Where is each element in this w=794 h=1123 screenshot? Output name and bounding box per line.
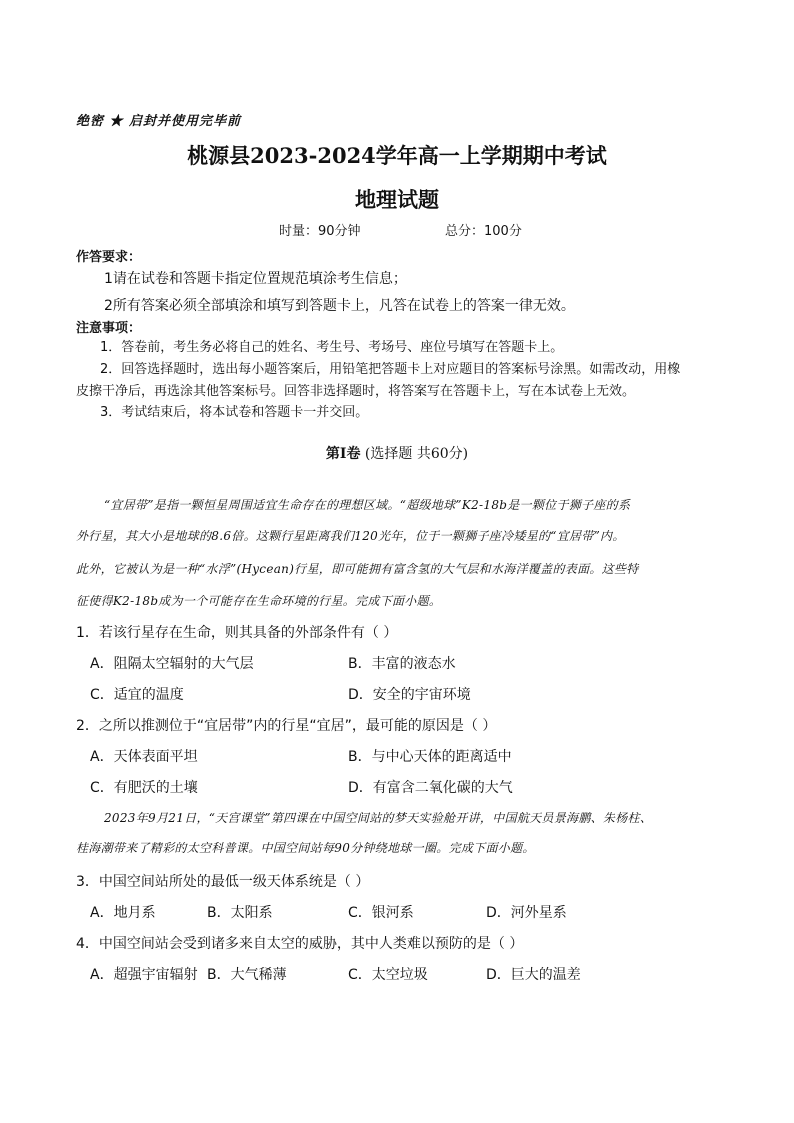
option-c: C．有肥沃的土壤 [90, 780, 198, 796]
passage-line: 此外，它被认为是一种“水浮”(Hycean)行星，即可能拥有富含氢的大气层和水海洋覆盖的表面。这些特 [76, 562, 639, 576]
passage-line: 征使得K2-18b成为一个可能存在生命环境的行星。完成下面小题。 [76, 594, 442, 608]
exam-subject: 地理试题 [355, 187, 439, 212]
note-line: 3．考试结束后，将本试卷和答题卡一并交回。 [100, 405, 369, 420]
option-b: B．大气稀薄 [207, 967, 287, 983]
note-line: 1．答卷前，考生务必将自己的姓名、考生号、考场号、座位号填写在答题卡上。 [100, 340, 564, 355]
note-line: 2．回答选择题时，选出每小题答案后，用铅笔把答题卡上对应题目的答案标号涂黑。如需改动，用橡 [100, 362, 681, 377]
passage-line: 2023年9月21日，“天宫课堂”第四课在中国空间站的梦天实验舱开讲，中国航天员景海鹏、朱杨柱、 [104, 811, 653, 825]
option-b: B．丰富的液态水 [348, 656, 456, 672]
requirement-item: 1请在试卷和答题卡指定位置规范填涂考生信息； [104, 271, 407, 287]
passage-line: “宜居带”是指一颗恒星周围适宜生命存在的理想区域。“超级地球”K2-18b是一颗位于狮子座的系 [104, 498, 631, 512]
question-stem: 2．之所以推测位于“宜居带”内的行星“宜居”，最可能的原因是（ ） [76, 718, 497, 734]
option-a: A．天体表面平坦 [90, 749, 198, 765]
option-a: A．超强宇宙辐射 [90, 967, 198, 983]
option-d: D．安全的宇宙环境 [348, 687, 471, 703]
confidential-mark: 绝密 ★ 启封并使用完毕前 [76, 114, 242, 129]
part-one-label: 第Ⅰ卷 [325, 446, 361, 462]
notes-heading: 注意事项： [76, 321, 142, 336]
option-c: C．银河系 [348, 905, 414, 921]
exam-total-score: 总分：100分 [445, 224, 522, 239]
option-a: A．地月系 [90, 905, 156, 921]
option-b: B．与中心天体的距离适中 [348, 749, 512, 765]
requirements-heading: 作答要求： [76, 250, 142, 265]
exam-title: 桃源县2023-2024学年高一上学期期中考试 [187, 143, 607, 168]
question-stem: 4．中国空间站会受到诸多来自太空的威胁，其中人类难以预防的是（ ） [76, 936, 524, 952]
option-d: D．巨大的温差 [486, 967, 581, 983]
part-one-title [0, 443, 794, 463]
option-d: D．河外星系 [486, 905, 567, 921]
option-c: C．太空垃圾 [348, 967, 428, 983]
question-stem: 1．若该行星存在生命，则其具备的外部条件有（ ） [76, 625, 398, 641]
passage-line: 外行星，其大小是地球的8.6倍。这颗行星距离我们120光年，位于一颗狮子座冷矮星的“宜居带”内。 [76, 529, 625, 543]
option-a: A．阻隔太空辐射的大气层 [90, 656, 254, 672]
part-one-subtitle: (选择题 共60分) [364, 446, 469, 462]
passage-line: 桂海潮带来了精彩的太空科普课。中国空间站每90分钟绕地球一圈。完成下面小题。 [76, 841, 535, 855]
option-c: C．适宜的温度 [90, 687, 184, 703]
exam-time: 时量：90分钟 [279, 224, 361, 239]
option-d: D．有富含二氧化碳的大气 [348, 780, 513, 796]
option-b: B．太阳系 [207, 905, 273, 921]
requirement-item: 2所有答案必须全部填涂和填写到答题卡上，凡答在试卷上的答案一律无效。 [104, 298, 575, 314]
note-line: 皮擦干净后，再选涂其他答案标号。回答非选择题时，将答案写在答题卡上，写在本试卷上无效。 [76, 384, 636, 399]
question-stem: 3．中国空间站所处的最低一级天体系统是（ ） [76, 874, 370, 890]
